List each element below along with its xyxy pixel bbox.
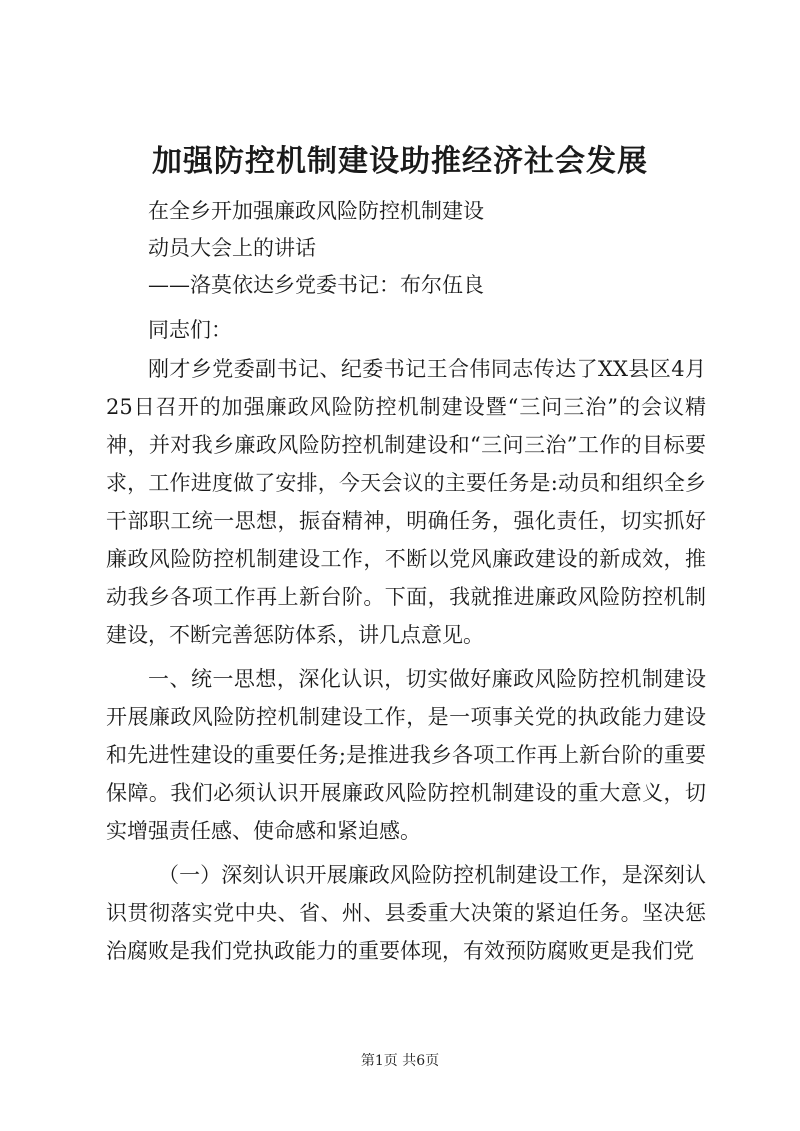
speaker-line: ——洛莫依达乡党委书记：布尔伍良 [148,273,484,297]
subtitle-line-2: 动员大会上的讲话 [148,236,316,260]
document-title: 加强防控机制建设助推经济社会发展 [152,144,648,179]
salutation: 同志们： [148,318,232,342]
body-paragraph-2: 一、统一思想，深化认识，切实做好廉政风险防控机制建设开展廉政风险防控机制建设工作，是一项事关党的执政能力建设和先进性建设的重要任务;是推进我乡各项工作再上新台阶的重要保障。我们必须认识开展廉政风险防控机制建设的重大意义，切实增强责任感、使命感和紧迫感。 [106,667,706,843]
page-footer: 第1页 共6页 [360,1053,440,1069]
subtitle-line-1: 在全乡开加强廉政风险防控机制建设 [148,199,484,223]
document-body [106,350,706,970]
body-paragraph-1: 刚才乡党委副书记、纪委书记王合伟同志传达了XX县区4月25日召开的加强廉政风险防控机制建设暨“三问三治”的会议精神，并对我乡廉政风险防控机制建设和“三问三治”工作的目标要求，工作进度做了安排，今天会议的主要任务是:动员和组织全乡干部职工统一思想，振奋精神，明确任务，强化责任，切实抓好廉政风险防控机制建设工作，不断以党风廉政建设的新成效，推动我乡各项工作再上新台阶。下面，我就推进廉政风险防控机制建设，不断完善惩防体系，讲几点意见。 [106,357,706,647]
body-paragraph-3: （一）深刻认识开展廉政风险防控机制建设工作，是深刻认识贯彻落实党中央、省、州、县委重大决策的紧迫任务。坚决惩治腐败是我们党执政能力的重要体现，有效预防腐败更是我们党 [106,863,706,963]
